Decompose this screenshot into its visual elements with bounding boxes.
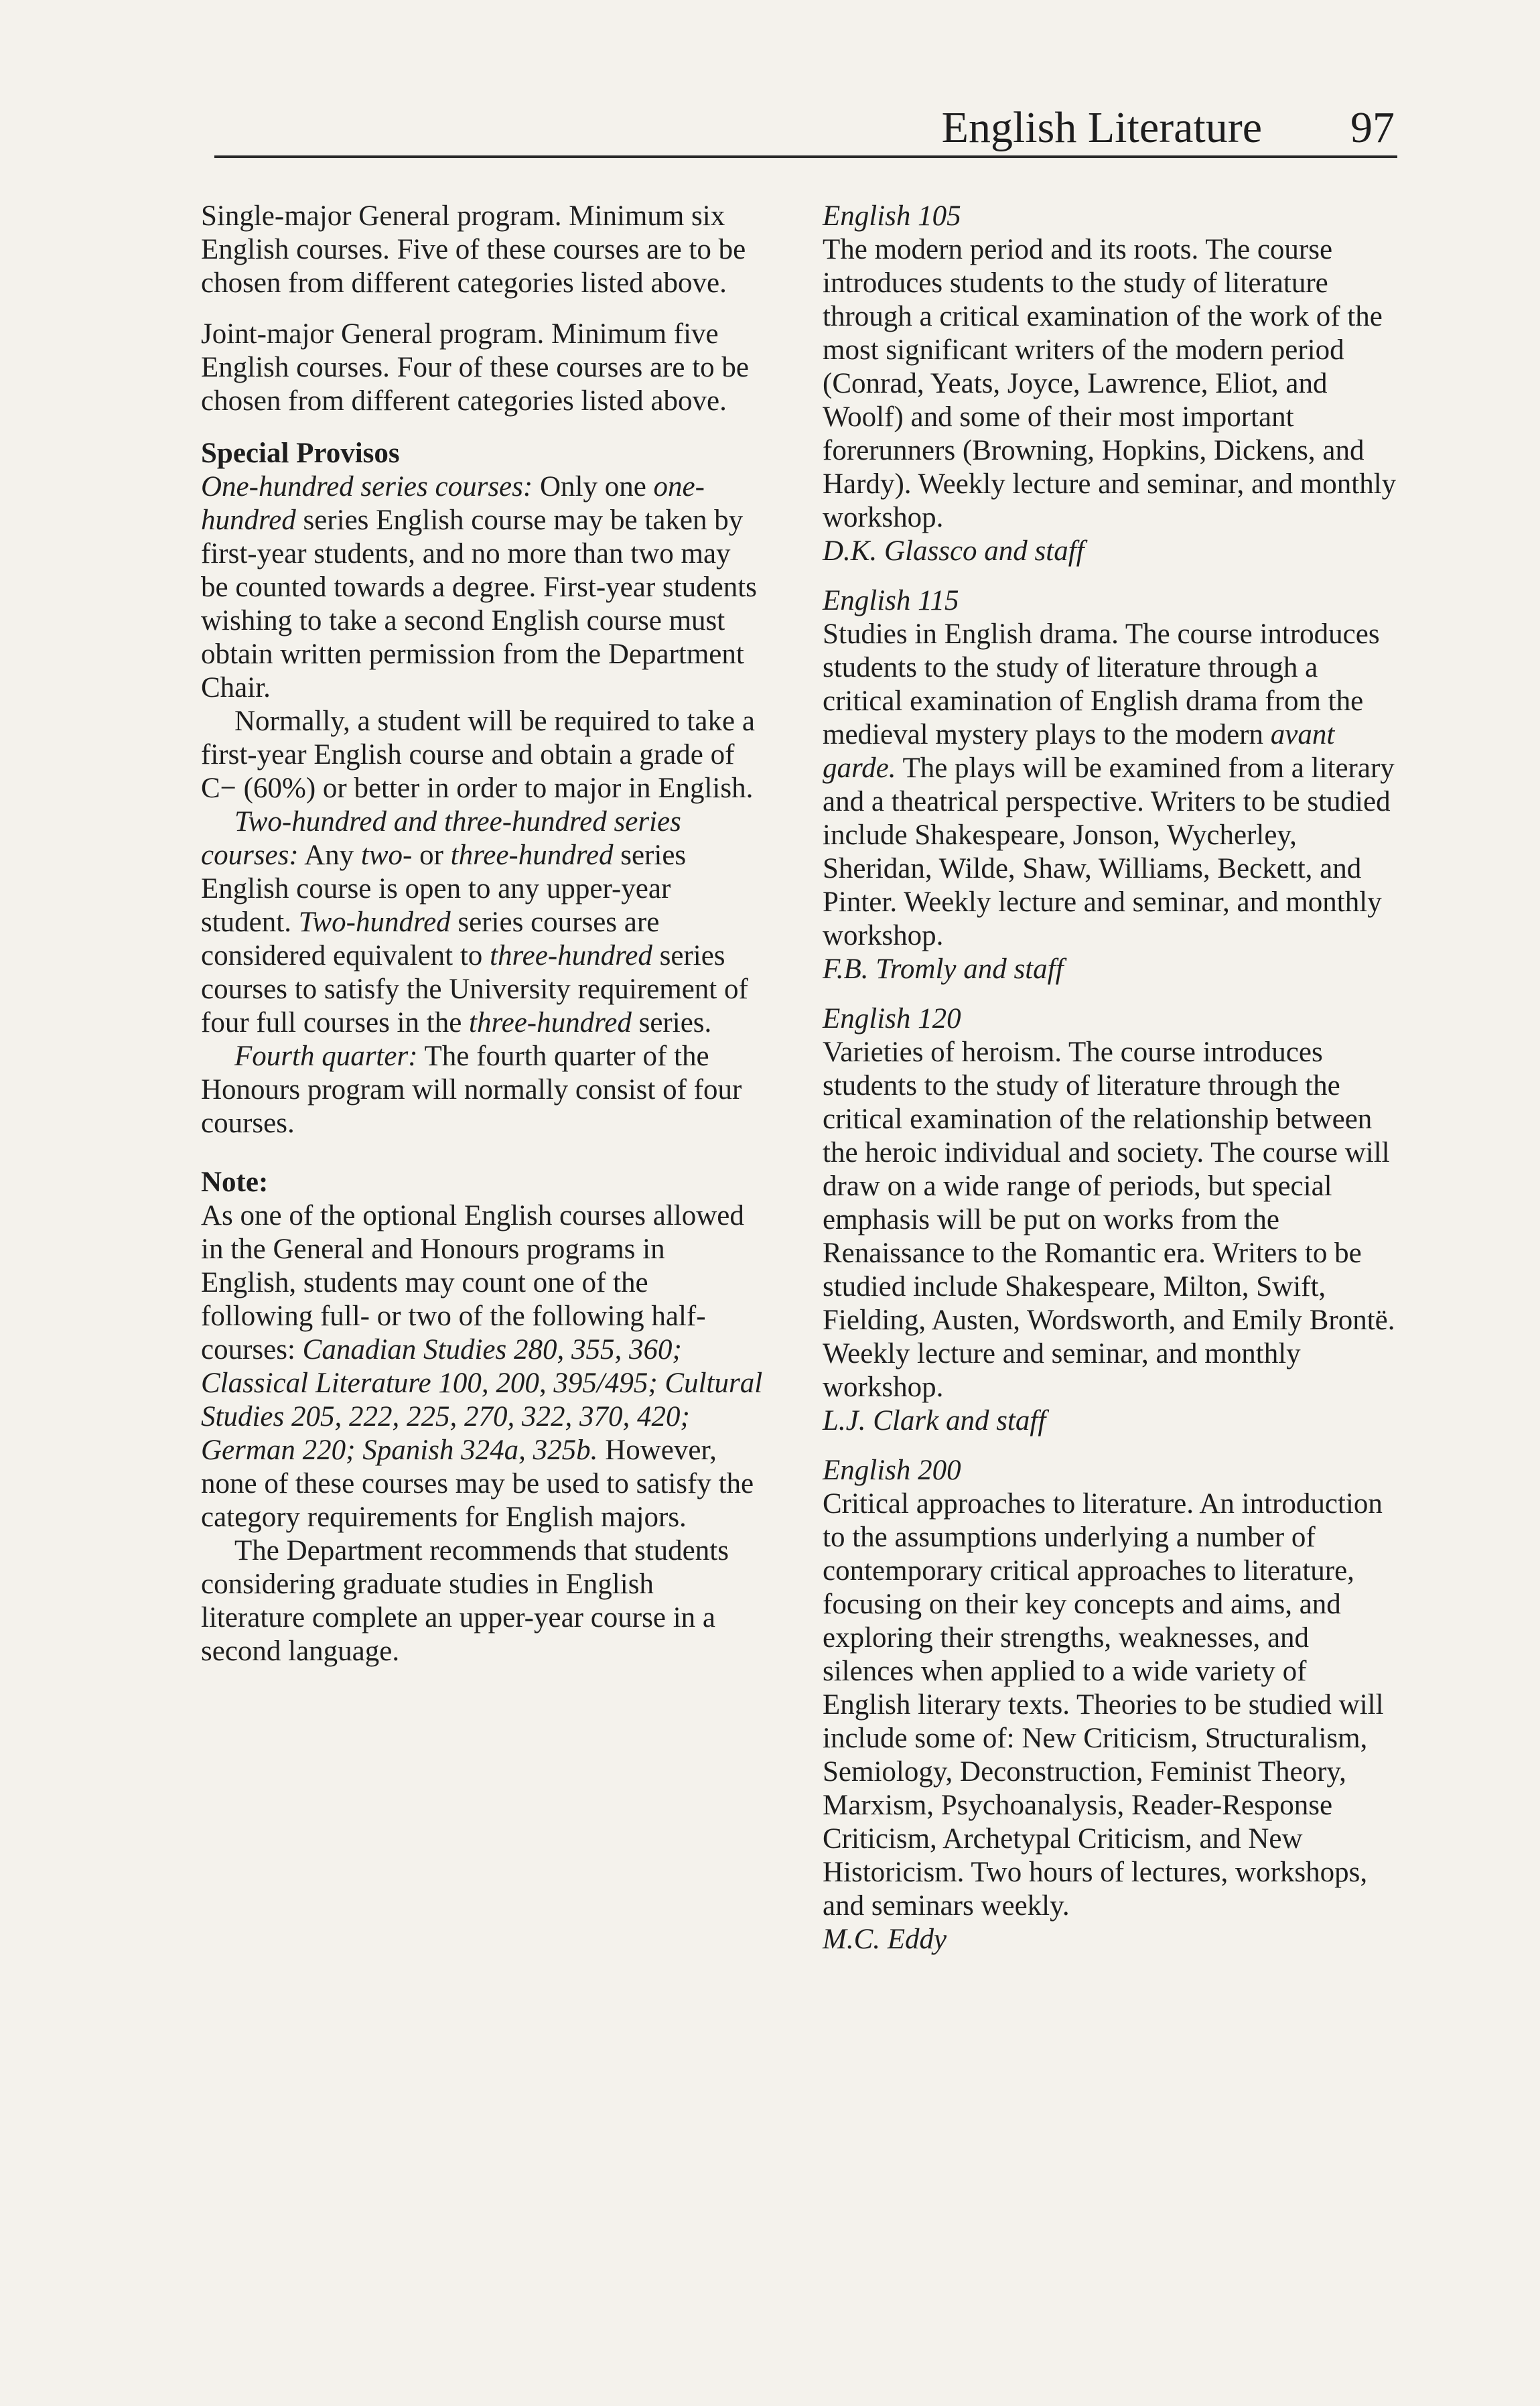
section-title: English Literature — [941, 103, 1262, 152]
text-run: or — [412, 840, 451, 871]
course-description — [823, 618, 1399, 953]
course-instructor: D.K. Glassco and staff — [823, 535, 1084, 567]
course-list: Canadian Studies 280, 355, 360; Classical Literature 100, 200, 395/495; Cultural Studies 205, 222, 225, 270, 322, 370, 420; German 220; Spanish 324a, 325b. — [201, 1334, 763, 1466]
note-paragraph — [201, 1199, 764, 1534]
emphasis: three-hundred — [490, 940, 652, 972]
emphasis: three-hundred — [450, 840, 614, 871]
course-description: Varieties of heroism. The course introduces students to the study of literature through the critical examination of the relationship between the heroic individual and society. The course will draw on a wide range of periods, but special emphasis will be put on works from the Renaissance to the Romantic era. Writers to be studied include Shakespeare, Milton, Swift, Fielding, Austen, Wordsworth, and Emily Brontë. Weekly lecture and seminar, and monthly workshop. — [823, 1037, 1395, 1403]
text-run: The fourth quarter of the Honours program will normally consist of four courses. — [201, 1041, 742, 1139]
note-heading: Note: — [201, 1166, 269, 1198]
course-description: The modern period and its roots. The course introduces students to the study of literature through a critical examination of the work of the most significant writers of the modern period (Conrad, Yeats, Joyce, Lawrence, Eliot, and Woolf) and some of their most important forerunners (Browning, Hopkins, Dickens, and Hardy). Weekly lecture and seminar, and monthly workshop. — [823, 234, 1397, 533]
course-instructor: M.C. Eddy — [823, 1924, 947, 1955]
proviso-label: Fourth quarter: — [234, 1041, 418, 1072]
emphasis: three-hundred — [469, 1007, 632, 1039]
proviso-label: Two-hundred and three-hundred series courses: — [201, 806, 681, 871]
text-run: series courses to satisfy the University requirement of four full courses in the — [201, 940, 748, 1039]
special-provisos-heading: Special Provisos — [201, 438, 400, 469]
text-run: Any — [298, 840, 361, 871]
emphasis: one-hundred — [201, 471, 705, 536]
proviso-label: One-hundred series courses: — [201, 471, 533, 503]
emphasis: avant garde. — [823, 719, 1335, 784]
course-english-105 — [823, 200, 1399, 568]
text-run: series. — [631, 1007, 712, 1039]
text-run: series courses are considered equivalent to — [201, 907, 660, 972]
single-major-paragraph: Single-major General program. Minimum six English courses. Five of these courses are to be chosen from different categories listed above. — [201, 200, 746, 299]
text-run: Studies in English drama. The course introduces students to the study of literature through a critical examination of English drama from the medieval mystery plays to the modern — [823, 618, 1380, 750]
text-run: series English course may be taken by first-year students, and no more than two may be counted towards a degree. First-year students wishing to take a second English course must obtain written permission from the Department Chair. — [201, 505, 757, 704]
course-english-200 — [823, 1454, 1399, 1956]
joint-major-paragraph: Joint-major General program. Minimum five English courses. Four of these courses are to be chosen from different categories listed above. — [201, 318, 749, 417]
text-run: series English course is open to any upper-year student. — [201, 840, 687, 938]
emphasis: Two-hundred — [298, 907, 451, 938]
text-run: However, none of these courses may be used to satisfy the category requirements for English majors. — [201, 1434, 754, 1533]
right-column — [823, 200, 1399, 1973]
course-title: English 120 — [823, 1003, 961, 1034]
fourth-quarter-paragraph — [201, 1040, 764, 1140]
emphasis: two- — [360, 840, 413, 871]
course-description: Critical approaches to literature. An introduction to the assumptions underlying a number of contemporary critical approaches to literature, focusing on their key concepts and aims, and exploring their strengths, weaknesses, and silences when applied to a wide variety of English literary texts. Theories to be studied will include some of: New Criticism, Structuralism, Semiology, Deconstruction, Feminist Theory, Marxism, Psychoanalysis, Reader-Response Criticism, Archetypal Criticism, and New Historicism. Two hours of lectures, workshops, and seminars weekly. — [823, 1488, 1384, 1922]
course-english-120 — [823, 1002, 1399, 1438]
text-run: The plays will be examined from a literary and a theatrical perspective. Writers to be studied include Shakespeare, Jonson, Wycherley, Sheridan, Wilde, Shaw, Williams, Beckett, and Pinter. Weekly lecture and seminar, and monthly workshop. — [823, 752, 1395, 951]
left-column — [201, 200, 764, 1668]
course-english-115 — [823, 584, 1399, 986]
course-instructor: F.B. Tromly and staff — [823, 953, 1064, 985]
course-instructor: L.J. Clark and staff — [823, 1405, 1046, 1436]
two-three-hundred-paragraph — [201, 805, 764, 1040]
normally-paragraph: Normally, a student will be required to take a first-year English course and obtain a grade of C− (60%) or better in order to major in English. — [201, 706, 755, 804]
text-run: Only one — [533, 471, 654, 503]
course-title: English 105 — [823, 200, 961, 232]
text-run: As one of the optional English courses allowed in the General and Honours programs in English, students may count one of the following full- or two of the following half-courses: — [201, 1200, 744, 1365]
recommendation-paragraph: The Department recommends that students considering graduate studies in English literature complete an upper-year course in a second language. — [201, 1535, 729, 1667]
course-title: English 200 — [823, 1455, 961, 1486]
course-title: English 115 — [823, 585, 959, 616]
page-number: 97 — [1350, 103, 1395, 152]
running-header — [214, 94, 1397, 158]
one-hundred-series-paragraph — [201, 470, 764, 705]
